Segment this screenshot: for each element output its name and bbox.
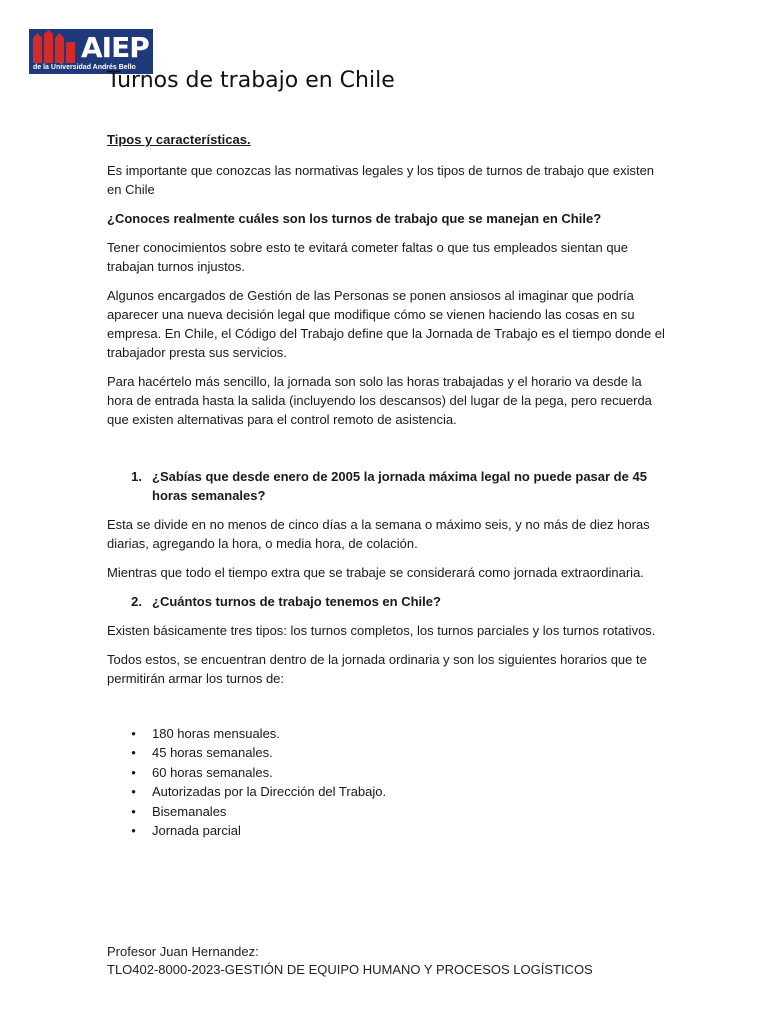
spacer [107, 439, 667, 467]
list-item [107, 782, 667, 801]
paragraph-simplified: Para hacértelo más sencillo, la jornada son solo las horas trabajadas y el horario va desde la hora de entrada hasta la salida (incluyendo los descansos) del lugar de la pega, pero recuerda que existen alternativas para el control remoto de asistencia. [107, 374, 652, 427]
list-item-text: 180 horas mensuales. [152, 726, 280, 741]
paragraph-division: Esta se divide en no menos de cinco días a la semana o máximo seis, y no más de diez horas diarias, agregando la hora, o media hora, de colación. [107, 517, 650, 551]
question-text: ¿Sabías que desde enero de 2005 la jornada máxima legal no puede pasar de 45 horas semanales? [152, 469, 647, 503]
hours-list [107, 724, 667, 840]
paragraph-schedules: Todos estos, se encuentran dentro de la jornada ordinaria y son los siguientes horarios que te permitirán armar los turnos de: [107, 652, 647, 686]
bullet-icon: • [131, 726, 136, 741]
list-item [107, 821, 667, 840]
paragraph-types: Existen básicamente tres tipos: los turnos completos, los turnos parciales y los turnos rotativos. [107, 623, 656, 638]
list-item [107, 743, 667, 762]
bullet-icon: • [131, 803, 136, 819]
list-item-text: Jornada parcial [152, 823, 241, 839]
paragraph-extra-time: Mientras que todo el tiempo extra que se trabaje se considerará como jornada extraordinaria. [107, 565, 644, 580]
list-item [107, 802, 667, 821]
bullet-icon: • [131, 745, 136, 761]
paragraph-question: ¿Conoces realmente cuáles son los turnos de trabajo que se manejan en Chile? [107, 211, 602, 226]
question-number: 2. [131, 594, 142, 609]
list-item-text: Bisemanales [152, 803, 227, 819]
paragraph-knowledge: Tener conocimientos sobre esto te evitará cometer faltas o que tus empleados sientan que trabajan turnos injustos. [107, 240, 629, 274]
list-item [107, 724, 667, 743]
bullet-icon: • [131, 764, 136, 780]
paragraph-intro: Es importante que conozcas las normativas legales y los tipos de turnos de trabajo que existen en Chile [107, 163, 655, 197]
document-title: Turnos de trabajo en Chile [107, 68, 395, 93]
question-text: ¿Cuántos turnos de trabajo tenemos en Chile? [152, 594, 441, 609]
question-item-2 [107, 592, 667, 611]
list-item-text: Autorizadas por la Dirección del Trabajo. [152, 784, 387, 800]
paragraph-managers: Algunos encargados de Gestión de las Personas se ponen ansiosos al imaginar que podría aparecer una nueva decisión legal que modifique cómo se vienen haciendo las cosas en su empresa. En Chile, el Código del Trabajo define que la Jornada de Trabajo es el tiempo donde el trabajador presta sus servicios. [107, 288, 665, 360]
page-footer [107, 943, 593, 979]
list-item-text: 60 horas semanales. [152, 764, 273, 780]
list-item-text: 45 horas semanales. [152, 745, 273, 761]
bullet-icon: • [131, 823, 136, 839]
footer-professor: Profesor Juan Hernandez: [107, 944, 259, 959]
list-item [107, 763, 667, 782]
logo-subtitle: de la Universidad Andrés Bello [33, 64, 136, 71]
question-list-1 [107, 467, 667, 505]
building-logo-icon [29, 29, 81, 63]
bullet-icon: • [131, 784, 136, 800]
section-heading: Tipos y características. [107, 132, 251, 147]
document-body [107, 66, 667, 840]
question-list-2 [107, 592, 667, 611]
question-item-1 [107, 467, 667, 505]
question-number: 1. [131, 469, 142, 484]
logo-brand-text: AIEP [81, 31, 149, 64]
footer-course: TLO402-8000-2023-GESTIÓN DE EQUIPO HUMANO Y PROCESOS LOGÍSTICOS [107, 962, 593, 977]
